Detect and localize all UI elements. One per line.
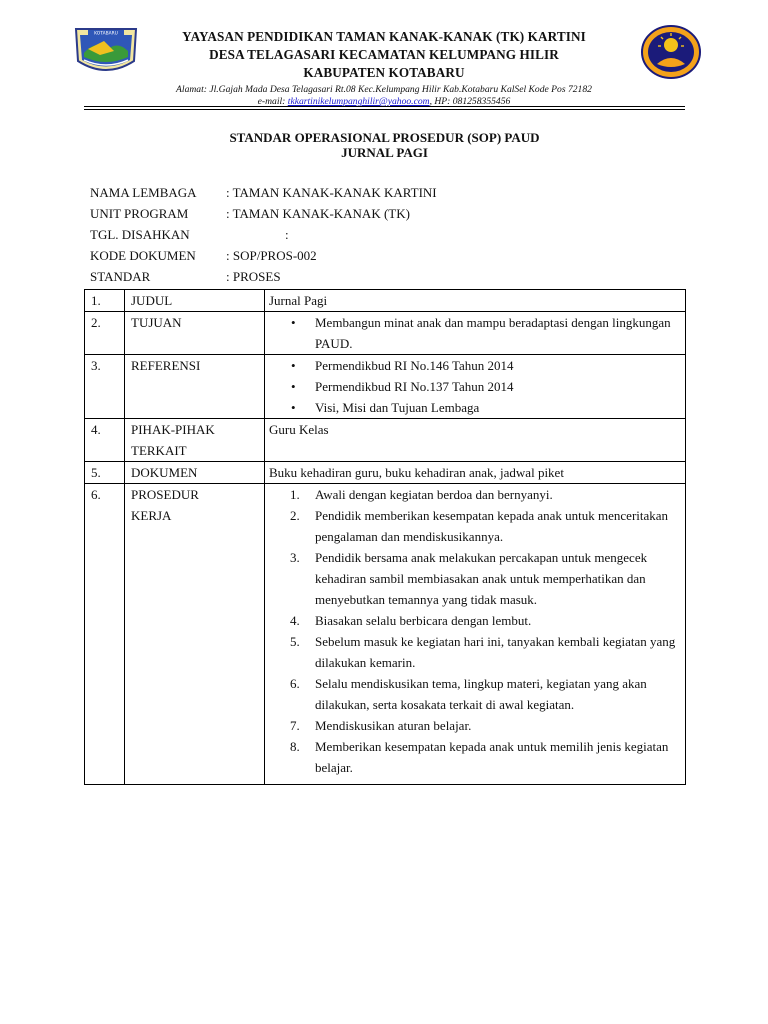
list-item: • Membangun minat anak dan mampu beradaptasi dengan lingkungan PAUD. (269, 312, 685, 354)
row-content (265, 484, 686, 785)
meta-label: STANDAR (90, 269, 151, 284)
row-number: 6. (85, 484, 125, 785)
bullet-list (269, 312, 685, 354)
row-item: DOKUMEN (125, 462, 265, 484)
meta-label: UNIT PROGRAM (90, 206, 189, 221)
procedure-steps (269, 484, 685, 778)
village-district: DESA TELAGASARI KECAMATAN KELUMPANG HILIR (209, 47, 559, 62)
meta-label: NAMA LEMBAGA (90, 185, 197, 200)
list-item: 3. Pendidik bersama anak melakukan percakapan untuk mengecek kehadiran sambil membiasakan anak untuk memperhatikan dan menyebutkan temannya yang tidak masuk. (290, 550, 648, 607)
meta-label: TGL. DISAHKAN (90, 227, 190, 242)
table-row (85, 290, 686, 312)
row-number: 3. (85, 355, 125, 419)
list-item: 4. Biasakan selalu berbicara dengan lembut. (290, 613, 532, 628)
table-row (85, 462, 686, 484)
regency-name: KABUPATEN KOTABARU (303, 65, 465, 80)
table-row (85, 484, 686, 785)
row-item: JUDUL (125, 290, 265, 312)
row-number: 4. (85, 419, 125, 462)
step-text: Selalu mendiskusikan tema, lingkup materi, kegiatan yang akan dilakukan, serta kosakata terkait di awal kegiatan. (315, 676, 647, 712)
list-item: 1. Awali dengan kegiatan berdoa dan bernyanyi. (290, 487, 553, 502)
meta-value: : PROSES (226, 269, 281, 284)
row-content: Jurnal Pagi (265, 290, 686, 312)
row-item: PIHAK-PIHAK TERKAIT (125, 419, 265, 462)
sop-table (84, 289, 686, 785)
meta-value: : SOP/PROS-002 (226, 248, 317, 263)
row-content: Buku kehadiran guru, buku kehadiran anak, jadwal piket (265, 462, 686, 484)
row-content (265, 355, 686, 419)
list-item: 7. Mendiskusikan aturan belajar. (290, 718, 472, 733)
row-number: 5. (85, 462, 125, 484)
document-title (84, 130, 685, 160)
kotabaru-emblem-icon (74, 27, 138, 77)
list-item: 6. Selalu mendiskusikan tema, lingkup materi, kegiatan yang akan dilakukan, serta kosakata terkait di awal kegiatan. (290, 676, 647, 712)
meta-label: KODE DOKUMEN (90, 248, 196, 263)
foundation-name: YAYASAN PENDIDIKAN TAMAN KANAK-KANAK (TK) KARTINI (182, 29, 586, 44)
letterhead (140, 28, 628, 108)
list-item: • Visi, Misi dan Tujuan Lembaga (269, 397, 685, 418)
email-prefix: e-mail: (257, 96, 288, 107)
table-row (85, 312, 686, 355)
row-number: 1. (85, 290, 125, 312)
title-line-1: STANDAR OPERASIONAL PROSEDUR (SOP) PAUD (229, 130, 540, 145)
left-logo-text: KOTABARU (94, 31, 118, 37)
step-text: Biasakan selalu berbicara dengan lembut. (315, 613, 532, 628)
list-item: 8. Memberikan kesempatan kepada anak untuk memilih jenis kegiatan belajar. (290, 739, 669, 775)
row-item: TUJUAN (125, 312, 265, 355)
table-row (85, 419, 686, 462)
bullet-list (269, 355, 685, 418)
row-number: 2. (85, 312, 125, 355)
email-link[interactable]: tkkartinikelumpanghilir@yahoo.com (287, 96, 430, 107)
row-item: PROSEDUR KERJA (125, 484, 265, 785)
step-text: Mendiskusikan aturan belajar. (315, 718, 472, 733)
step-text: Awali dengan kegiatan berdoa dan bernyanyi. (315, 487, 553, 502)
phone-text: , HP: 081258355456 (429, 96, 511, 107)
title-line-2: JURNAL PAGI (341, 145, 428, 160)
meta-value: : TAMAN KANAK-KANAK (TK) (226, 206, 410, 221)
list-item: 5. Sebelum masuk ke kegiatan hari ini, tanyakan kembali kegiatan yang dilakukan kemarin. (290, 634, 676, 670)
letterhead-rule-thin (84, 109, 685, 110)
list-item: • Permendikbud RI No.137 Tahun 2014 (269, 376, 685, 397)
list-item: 2. Pendidik memberikan kesempatan kepada anak untuk menceritakan pengalaman dan mendiskusikannya. (290, 508, 669, 544)
meta-value: : TAMAN KANAK-KANAK KARTINI (226, 185, 437, 200)
row-item: REFERENSI (125, 355, 265, 419)
step-text: Pendidik memberikan kesempatan kepada anak untuk menceritakan pengalaman dan mendiskusikannya. (315, 508, 669, 544)
letterhead-rule-thick (84, 106, 685, 107)
address-line: Alamat: Jl.Gajah Mada Desa Telagasari Rt.08 Kec.Kelumpang Hilir Kab.Kotabaru KalSel Kode Pos 72182 (176, 84, 592, 95)
row-content: Guru Kelas (265, 419, 686, 462)
list-item: • Permendikbud RI No.146 Tahun 2014 (269, 355, 685, 376)
step-text: Memberikan kesempatan kepada anak untuk memilih jenis kegiatan belajar. (315, 739, 669, 775)
step-text: Pendidik bersama anak melakukan percakapan untuk mengecek kehadiran sambil membiasakan anak untuk memperhatikan dan menyebutkan temannya yang tidak masuk. (315, 550, 648, 607)
step-text: Sebelum masuk ke kegiatan hari ini, tanyakan kembali kegiatan yang dilakukan kemarin. (315, 634, 676, 670)
tk-kartini-emblem-icon (640, 24, 702, 80)
table-row (85, 355, 686, 419)
row-content (265, 312, 686, 355)
meta-value: : (285, 227, 289, 242)
